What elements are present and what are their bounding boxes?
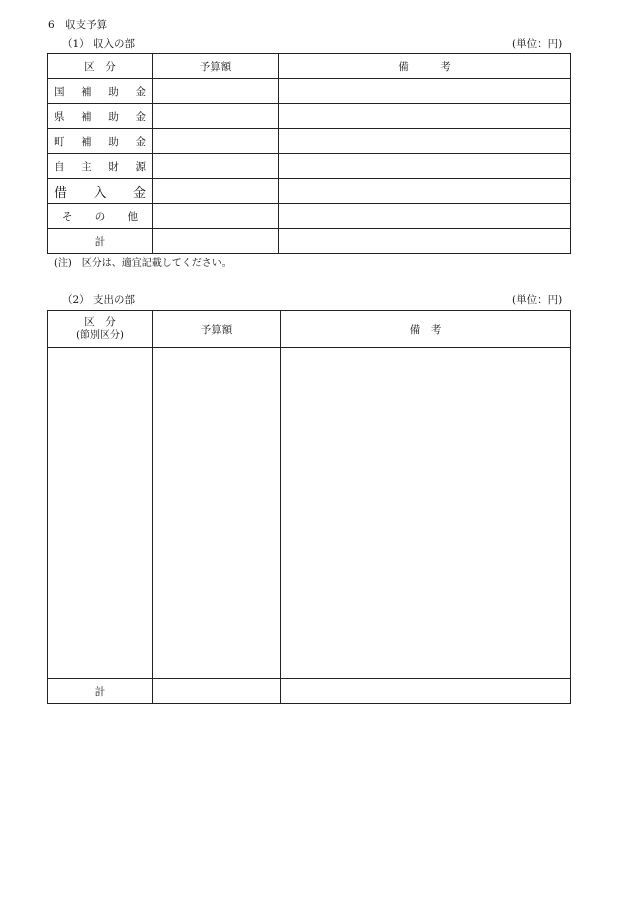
expense-header-category-sub: (節別区分) [76, 330, 124, 341]
expense-total-row [48, 679, 571, 704]
income-header-remarks: 備 考 [279, 54, 571, 79]
expense-header-amount: 予算額 [153, 311, 281, 348]
income-remarks-cell[interactable] [279, 79, 571, 104]
expense-total-label: 計 [48, 679, 153, 704]
income-remarks-cell[interactable] [279, 179, 571, 204]
income-total-amount-cell[interactable] [153, 229, 279, 254]
income-amount-cell[interactable] [153, 129, 279, 154]
income-amount-cell[interactable] [153, 179, 279, 204]
income-remarks-cell[interactable] [279, 129, 571, 154]
table-row [48, 204, 571, 229]
income-remarks-cell[interactable] [279, 104, 571, 129]
income-amount-cell[interactable] [153, 104, 279, 129]
table-row [48, 179, 571, 204]
expense-body-row [48, 348, 571, 679]
income-category: 国補助金 [48, 79, 153, 104]
income-category: 町補助金 [48, 129, 153, 154]
table-row [48, 129, 571, 154]
income-note: (注) 区分は、適宜記載してください。 [54, 258, 232, 269]
income-header-amount: 予算額 [153, 54, 279, 79]
income-header-row [48, 54, 571, 79]
expense-table [47, 310, 571, 704]
income-total-row [48, 229, 571, 254]
expense-header-remarks: 備 考 [281, 311, 571, 348]
section-title: 6 収支予算 [48, 19, 108, 31]
income-amount-cell[interactable] [153, 204, 279, 229]
expense-header-category-label: 区 分 [84, 316, 116, 328]
expense-heading: （2） 支出の部 [62, 294, 136, 306]
expense-unit: (単位：円) [512, 294, 563, 306]
expense-header-category [48, 311, 153, 348]
expense-total-remarks-cell[interactable] [281, 679, 571, 704]
expense-total-amount-cell[interactable] [153, 679, 281, 704]
income-amount-cell[interactable] [153, 154, 279, 179]
income-remarks-cell[interactable] [279, 154, 571, 179]
income-total-remarks-cell[interactable] [279, 229, 571, 254]
income-category: その他 [48, 204, 153, 229]
income-heading: （1） 収入の部 [62, 38, 136, 50]
income-category: 県補助金 [48, 104, 153, 129]
table-row [48, 154, 571, 179]
expense-header-row [48, 311, 571, 348]
income-header-category: 区 分 [48, 54, 153, 79]
income-category: 借入金 [48, 179, 153, 204]
income-category: 自主財源 [48, 154, 153, 179]
income-table [47, 53, 571, 254]
expense-amount-cell[interactable] [153, 348, 281, 679]
income-total-label: 計 [48, 229, 153, 254]
income-remarks-cell[interactable] [279, 204, 571, 229]
income-unit: (単位：円) [512, 38, 563, 50]
table-row [48, 79, 571, 104]
expense-remarks-cell[interactable] [281, 348, 571, 679]
table-row [48, 104, 571, 129]
income-amount-cell[interactable] [153, 79, 279, 104]
expense-category-cell[interactable] [48, 348, 153, 679]
